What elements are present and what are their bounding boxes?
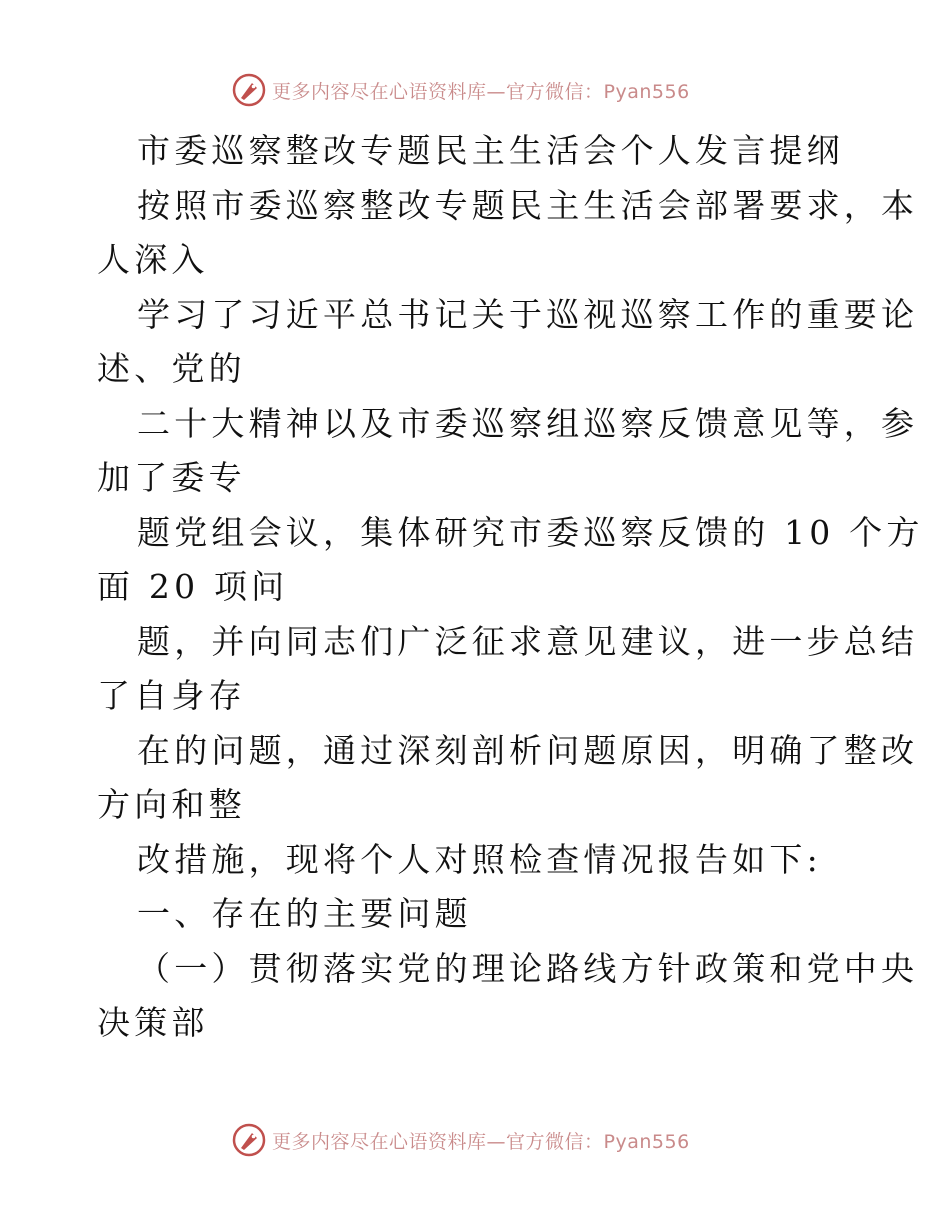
paragraph-line: 一、存在的主要问题 — [137, 894, 472, 933]
paragraph-line: （一）贯彻落实党的理论路线方针政策和党中央 — [137, 948, 919, 988]
paragraph-line: 二十大精神以及市委巡察组巡察反馈意见等，参 — [137, 403, 919, 443]
paragraph-line: 改措施，现将个人对照检查情况报告如下: — [137, 839, 822, 879]
paragraph-line: 面 20 项问 — [97, 567, 289, 606]
paragraph-line: 述、党的 — [97, 349, 246, 388]
watermark-text: 更多内容尽在心语资料库—官方微信：Pyan556 — [272, 80, 690, 103]
paragraph-line: 学习了习近平总书记关于巡视巡察工作的重要论 — [137, 294, 919, 334]
document-title: 市委巡察整改专题民主生活会个人发言提纲 — [137, 131, 844, 170]
paragraph-line: 方向和整 — [97, 785, 246, 824]
pen-nib-logo-icon — [232, 1123, 266, 1157]
paragraph-line: 题，并向同志们广泛征求意见建议，进一步总结 — [137, 621, 919, 661]
footer-watermark — [232, 1122, 690, 1158]
paragraph-line: 决策部 — [97, 1003, 209, 1042]
paragraph-line: 人深入 — [97, 240, 209, 279]
paragraph-line: 加了委专 — [97, 458, 246, 497]
watermark-text: 更多内容尽在心语资料库—官方微信：Pyan556 — [272, 1130, 690, 1153]
paragraph-line: 在的问题，通过深刻剖析问题原因，明确了整改 — [137, 730, 919, 770]
pen-nib-logo-icon — [232, 73, 266, 107]
paragraph-line: 题党组会议，集体研究市委巡察反馈的 10 个方 — [137, 512, 924, 552]
header-watermark — [232, 72, 690, 108]
paragraph-line: 了自身存 — [97, 676, 246, 715]
document-body — [97, 124, 924, 1051]
paragraph-line: 按照市委巡察整改专题民主生活会部署要求，本 — [137, 185, 919, 225]
